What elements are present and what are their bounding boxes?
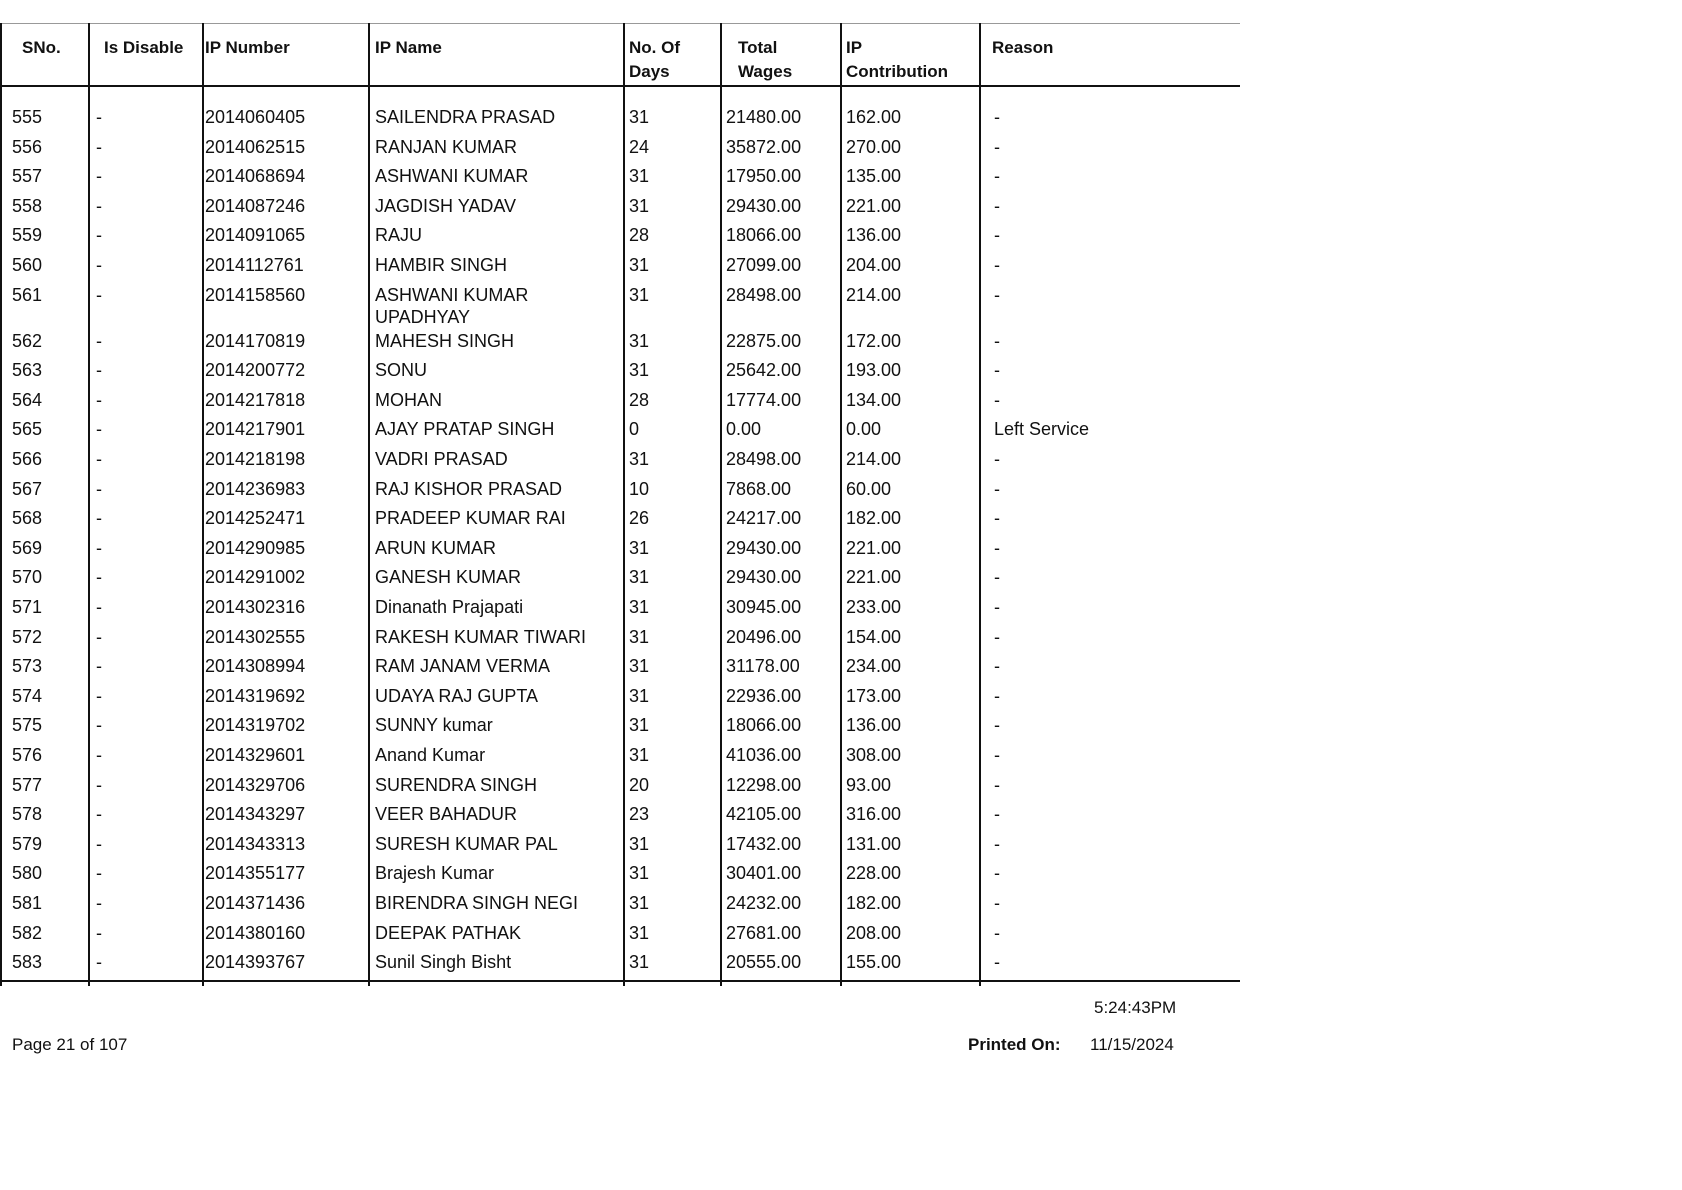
cell-total-wages: 7868.00: [726, 478, 792, 499]
cell-ip-contribution: 154.00: [846, 626, 902, 647]
cell-days: 31: [629, 893, 650, 913]
cell-sno: 583: [12, 952, 43, 973]
cell-days: 28: [629, 389, 650, 410]
cell-ip-number: 2014170819: [205, 330, 306, 351]
cell-ip-contribution: 316.00: [846, 804, 902, 825]
header-no-of-days: No. Of Days: [629, 38, 680, 81]
cell-total-wages: 17774.00: [726, 389, 802, 410]
cell-sno: 582: [12, 922, 43, 943]
cell-total-wages: 30945.00: [726, 597, 802, 617]
cell-total-wages: 24217.00: [726, 508, 802, 529]
cell-ip-name: SUNNY kumar: [375, 715, 493, 736]
cell-sno: 563: [12, 360, 43, 381]
cell-sno: 564: [12, 389, 43, 410]
cell-ip-number: 2014302555: [205, 626, 306, 647]
cell-is-disable: -: [96, 715, 102, 736]
cell-ip-name: VEER BAHADUR: [375, 804, 518, 825]
cell-reason: -: [994, 166, 1000, 187]
cell-ip-contribution: 193.00: [846, 360, 902, 381]
header-bottom-rule: [0, 85, 1240, 87]
cell-days: 26: [629, 508, 650, 529]
table-row: [0, 951, 1240, 980]
cell-days: 31: [629, 922, 650, 943]
table-row: [0, 774, 1240, 803]
cell-ip-contribution: 204.00: [846, 255, 902, 275]
cell-ip-name: ASHWANI KUMAR UPADHYAY: [375, 284, 529, 327]
cell-total-wages: 12298.00: [726, 774, 802, 795]
cell-ip-name: Dinanath Prajapati: [375, 597, 524, 617]
cell-total-wages: 20496.00: [726, 626, 802, 647]
table-row: [0, 507, 1240, 536]
cell-days: 31: [629, 255, 650, 275]
cell-total-wages: 42105.00: [726, 804, 802, 825]
cell-is-disable: -: [96, 567, 102, 588]
cell-ip-name: HAMBIR SINGH: [375, 255, 508, 275]
cell-ip-number: 2014290985: [205, 537, 306, 558]
table-row: [0, 744, 1240, 773]
cell-ip-name: VADRI PRASAD: [375, 449, 508, 469]
cell-days: 24: [629, 136, 650, 157]
cell-total-wages: 17950.00: [726, 166, 802, 187]
cell-is-disable: -: [96, 626, 102, 647]
printed-on-label: Printed On:: [968, 1035, 1061, 1054]
cell-sno: 569: [12, 537, 43, 558]
cell-ip-number: 2014236983: [205, 478, 306, 499]
cell-sno: 580: [12, 863, 43, 884]
cell-days: 31: [629, 537, 650, 558]
table-row: [0, 284, 1240, 327]
cell-is-disable: -: [96, 195, 102, 216]
cell-total-wages: 31178.00: [726, 656, 800, 677]
cell-total-wages: 29430.00: [726, 537, 802, 558]
cell-reason: -: [994, 389, 1000, 410]
table-row: [0, 833, 1240, 862]
header-is-disable: Is Disable: [104, 38, 184, 57]
cell-ip-number: 2014087246: [205, 195, 306, 216]
cell-reason: -: [994, 804, 1000, 825]
cell-reason: -: [994, 330, 1000, 351]
cell-sno: 571: [12, 597, 43, 617]
cell-reason: -: [994, 922, 1000, 943]
cell-ip-name: AJAY PRATAP SINGH: [375, 419, 555, 440]
cell-ip-name: SURENDRA SINGH: [375, 774, 538, 795]
cell-is-disable: -: [96, 597, 102, 617]
cell-ip-number: 2014393767: [205, 952, 306, 973]
cell-ip-number: 2014112761: [205, 255, 304, 275]
cell-total-wages: 29430.00: [726, 195, 802, 216]
table-row: [0, 596, 1240, 625]
cell-is-disable: -: [96, 389, 102, 410]
cell-ip-contribution: 162.00: [846, 107, 902, 127]
cell-total-wages: 22936.00: [726, 685, 802, 706]
table-row: [0, 254, 1240, 283]
table-row: [0, 478, 1240, 507]
cell-ip-name: GANESH KUMAR: [375, 567, 522, 588]
cell-ip-contribution: 228.00: [846, 863, 902, 884]
table-row: [0, 136, 1240, 165]
cell-total-wages: 25642.00: [726, 360, 802, 381]
cell-ip-contribution: 134.00: [846, 389, 902, 410]
cell-days: 31: [629, 597, 650, 617]
cell-sno: 557: [12, 166, 43, 187]
cell-ip-name: RAM JANAM VERMA: [375, 656, 551, 677]
cell-is-disable: -: [96, 449, 102, 469]
cell-ip-number: 2014343297: [205, 804, 306, 825]
cell-reason: -: [994, 478, 1000, 499]
cell-days: 31: [629, 626, 650, 647]
cell-days: 31: [629, 195, 650, 216]
cell-days: 31: [629, 833, 650, 854]
cell-ip-number: 2014319702: [205, 715, 306, 736]
cell-is-disable: -: [96, 136, 102, 157]
cell-is-disable: -: [96, 166, 102, 187]
cell-sno: 558: [12, 195, 43, 216]
cell-total-wages: 28498.00: [726, 284, 802, 305]
cell-reason: -: [994, 597, 1000, 617]
cell-reason: -: [994, 685, 1000, 706]
cell-total-wages: 41036.00: [726, 745, 802, 765]
table-row: [0, 922, 1240, 951]
cell-reason: -: [994, 508, 1000, 529]
cell-days: 31: [629, 715, 650, 736]
cell-ip-number: 2014302316: [205, 597, 306, 617]
cell-is-disable: -: [96, 537, 102, 558]
cell-days: 31: [629, 449, 650, 469]
cell-ip-contribution: 208.00: [846, 922, 902, 943]
cell-ip-name: BIRENDRA SINGH NEGI: [375, 893, 579, 913]
cell-ip-number: 2014062515: [205, 136, 306, 157]
cell-is-disable: -: [96, 774, 102, 795]
cell-total-wages: 18066.00: [726, 225, 802, 246]
cell-days: 31: [629, 107, 650, 127]
table-row: [0, 330, 1240, 359]
table-row: [0, 537, 1240, 566]
cell-ip-name: RANJAN KUMAR: [375, 136, 518, 157]
cell-ip-number: 2014158560: [205, 284, 306, 305]
cell-ip-contribution: 182.00: [846, 508, 902, 529]
cell-total-wages: 18066.00: [726, 715, 802, 736]
cell-sno: 556: [12, 136, 43, 157]
cell-days: 28: [629, 225, 650, 246]
cell-ip-number: 2014217818: [205, 389, 306, 410]
cell-is-disable: -: [96, 284, 102, 305]
cell-sno: 562: [12, 330, 43, 351]
cell-reason: -: [994, 195, 1000, 216]
printed-date: 11/15/2024: [1090, 1035, 1174, 1054]
cell-ip-contribution: 131.00: [846, 833, 902, 854]
table-row: [0, 626, 1240, 655]
cell-is-disable: -: [96, 952, 102, 973]
cell-ip-contribution: 93.00: [846, 774, 892, 795]
cell-reason: -: [994, 863, 1000, 884]
cell-sno: 567: [12, 478, 43, 499]
cell-total-wages: 24232.00: [726, 893, 802, 913]
cell-is-disable: -: [96, 685, 102, 706]
cell-ip-name: PRADEEP KUMAR RAI: [375, 508, 566, 529]
cell-sno: 574: [12, 685, 43, 706]
cell-reason: -: [994, 136, 1000, 157]
cell-ip-number: 2014355177: [205, 863, 306, 884]
cell-ip-name: Sunil Singh Bisht: [375, 952, 512, 973]
cell-reason: -: [994, 284, 1000, 305]
table-row: [0, 685, 1240, 714]
table-row: [0, 224, 1240, 253]
table-row: [0, 195, 1240, 224]
cell-sno: 579: [12, 833, 43, 854]
cell-is-disable: -: [96, 745, 102, 765]
cell-days: 31: [629, 284, 650, 305]
cell-ip-contribution: 221.00: [846, 195, 902, 216]
cell-days: 31: [629, 567, 650, 588]
cell-ip-number: 2014068694: [205, 166, 306, 187]
cell-is-disable: -: [96, 508, 102, 529]
cell-ip-name: MOHAN: [375, 389, 442, 410]
cell-sno: 560: [12, 255, 43, 275]
cell-ip-number: 2014329601: [205, 745, 306, 765]
cell-ip-contribution: 308.00: [846, 745, 902, 765]
table-row: [0, 448, 1240, 477]
cell-ip-number: 2014371436: [205, 893, 306, 913]
print-time: 5:24:43PM: [1094, 998, 1177, 1017]
cell-ip-number: 2014291002: [205, 567, 306, 588]
cell-ip-name: ASHWANI KUMAR: [375, 166, 529, 187]
cell-is-disable: -: [96, 863, 102, 884]
table-row: [0, 106, 1240, 135]
cell-reason: Left Service: [994, 419, 1090, 440]
cell-days: 31: [629, 656, 650, 677]
cell-ip-number: 2014218198: [205, 449, 306, 469]
cell-reason: -: [994, 255, 1000, 275]
cell-ip-contribution: 135.00: [846, 166, 902, 187]
cell-sno: 565: [12, 419, 43, 440]
cell-ip-contribution: 270.00: [846, 136, 902, 157]
cell-ip-number: 2014343313: [205, 833, 306, 854]
cell-total-wages: 0.00: [726, 419, 762, 440]
cell-ip-contribution: 136.00: [846, 225, 902, 246]
cell-sno: 566: [12, 449, 43, 469]
table-row: [0, 389, 1240, 418]
cell-ip-number: 2014252471: [205, 508, 306, 529]
cell-sno: 561: [12, 284, 43, 305]
table-row: [0, 803, 1240, 832]
cell-total-wages: 27099.00: [726, 255, 802, 275]
cell-sno: 577: [12, 774, 43, 795]
cell-ip-name: ARUN KUMAR: [375, 537, 497, 558]
cell-days: 31: [629, 360, 650, 381]
cell-ip-contribution: 60.00: [846, 478, 892, 499]
cell-ip-name: SONU: [375, 360, 428, 381]
cell-total-wages: 35872.00: [726, 136, 802, 157]
cell-ip-contribution: 173.00: [846, 685, 902, 706]
cell-ip-name: Anand Kumar: [375, 745, 486, 765]
table-row: [0, 862, 1240, 891]
cell-days: 10: [629, 478, 650, 499]
cell-is-disable: -: [96, 107, 102, 127]
table-row: [0, 165, 1240, 194]
cell-reason: -: [994, 626, 1000, 647]
cell-ip-contribution: 233.00: [846, 597, 902, 617]
cell-reason: -: [994, 537, 1000, 558]
cell-ip-contribution: 234.00: [846, 656, 902, 677]
cell-reason: -: [994, 715, 1000, 736]
cell-ip-number: 2014217901: [205, 419, 306, 440]
cell-reason: -: [994, 774, 1000, 795]
cell-is-disable: -: [96, 893, 102, 913]
cell-is-disable: -: [96, 419, 102, 440]
cell-reason: -: [994, 745, 1000, 765]
cell-ip-contribution: 136.00: [846, 715, 902, 736]
cell-total-wages: 21480.00: [726, 107, 802, 127]
cell-ip-contribution: 214.00: [846, 284, 902, 305]
cell-sno: 559: [12, 225, 43, 246]
table-row: [0, 566, 1240, 595]
cell-total-wages: 20555.00: [726, 952, 802, 973]
cell-ip-name: SAILENDRA PRASAD: [375, 107, 556, 127]
cell-days: 31: [629, 745, 650, 765]
cell-is-disable: -: [96, 360, 102, 381]
cell-reason: -: [994, 656, 1000, 677]
cell-is-disable: -: [96, 833, 102, 854]
cell-days: 20: [629, 774, 650, 795]
cell-reason: -: [994, 107, 1000, 127]
cell-is-disable: -: [96, 478, 102, 499]
cell-sno: 555: [12, 107, 43, 127]
cell-ip-name: RAJU: [375, 225, 423, 246]
cell-is-disable: -: [96, 804, 102, 825]
cell-ip-contribution: 182.00: [846, 893, 902, 913]
table-row: [0, 655, 1240, 684]
cell-ip-contribution: 221.00: [846, 567, 902, 588]
cell-days: 0: [629, 419, 640, 440]
cell-ip-name: MAHESH SINGH: [375, 330, 515, 351]
cell-ip-number: 2014060405: [205, 107, 306, 127]
cell-days: 31: [629, 685, 650, 706]
cell-ip-contribution: 214.00: [846, 449, 902, 469]
table-row: [0, 714, 1240, 743]
cell-days: 31: [629, 863, 650, 884]
header-ip-contribution: IP Contribution: [846, 38, 948, 81]
header-ip-number: IP Number: [205, 38, 290, 57]
cell-ip-number: 2014380160: [205, 922, 306, 943]
cell-total-wages: 29430.00: [726, 567, 802, 588]
cell-ip-number: 2014200772: [205, 360, 306, 381]
cell-reason: -: [994, 360, 1000, 381]
cell-ip-name: RAJ KISHOR PRASAD: [375, 478, 563, 499]
cell-days: 31: [629, 166, 650, 187]
cell-is-disable: -: [96, 225, 102, 246]
cell-ip-name: SURESH KUMAR PAL: [375, 833, 558, 854]
table-row: [0, 359, 1240, 388]
cell-ip-number: 2014091065: [205, 225, 306, 246]
cell-ip-number: 2014319692: [205, 685, 306, 706]
cell-sno: 572: [12, 626, 43, 647]
cell-reason: -: [994, 893, 1000, 913]
header-sno: SNo.: [22, 38, 61, 57]
cell-total-wages: 28498.00: [726, 449, 802, 469]
cell-sno: 570: [12, 567, 43, 588]
cell-ip-contribution: 0.00: [846, 419, 882, 440]
cell-days: 31: [629, 330, 650, 351]
cell-ip-name: Brajesh Kumar: [375, 863, 495, 884]
cell-ip-number: 2014329706: [205, 774, 306, 795]
cell-ip-name: DEEPAK PATHAK: [375, 922, 522, 943]
cell-sno: 578: [12, 804, 43, 825]
cell-is-disable: -: [96, 922, 102, 943]
table-row: [0, 892, 1240, 921]
page-number: Page 21 of 107: [12, 1035, 128, 1054]
table-top-rule: [0, 23, 1240, 24]
header-total-wages: Total Wages: [738, 38, 793, 81]
cell-reason: -: [994, 225, 1000, 246]
cell-total-wages: 17432.00: [726, 833, 802, 854]
cell-ip-name: RAKESH KUMAR TIWARI: [375, 626, 587, 647]
cell-reason: -: [994, 567, 1000, 588]
table-row: [0, 418, 1240, 447]
cell-total-wages: 27681.00: [726, 922, 802, 943]
header-ip-name: IP Name: [375, 38, 442, 57]
cell-sno: 581: [12, 893, 43, 913]
cell-ip-name: JAGDISH YADAV: [375, 195, 517, 216]
cell-ip-contribution: 155.00: [846, 952, 902, 973]
cell-sno: 568: [12, 508, 43, 529]
cell-reason: -: [994, 952, 1000, 973]
cell-sno: 576: [12, 745, 43, 765]
cell-is-disable: -: [96, 255, 102, 275]
cell-ip-contribution: 172.00: [846, 330, 902, 351]
cell-is-disable: -: [96, 330, 102, 351]
cell-reason: -: [994, 449, 1000, 469]
cell-days: 23: [629, 804, 650, 825]
cell-is-disable: -: [96, 656, 102, 677]
table-bottom-rule: [0, 980, 1240, 982]
cell-sno: 573: [12, 656, 43, 677]
cell-days: 31: [629, 952, 650, 973]
cell-ip-number: 2014308994: [205, 656, 306, 677]
cell-ip-contribution: 221.00: [846, 537, 902, 558]
cell-total-wages: 30401.00: [726, 863, 802, 884]
cell-reason: -: [994, 833, 1000, 854]
cell-ip-name: UDAYA RAJ GUPTA: [375, 685, 539, 706]
cell-total-wages: 22875.00: [726, 330, 802, 351]
header-reason: Reason: [992, 38, 1054, 57]
cell-sno: 575: [12, 715, 43, 736]
